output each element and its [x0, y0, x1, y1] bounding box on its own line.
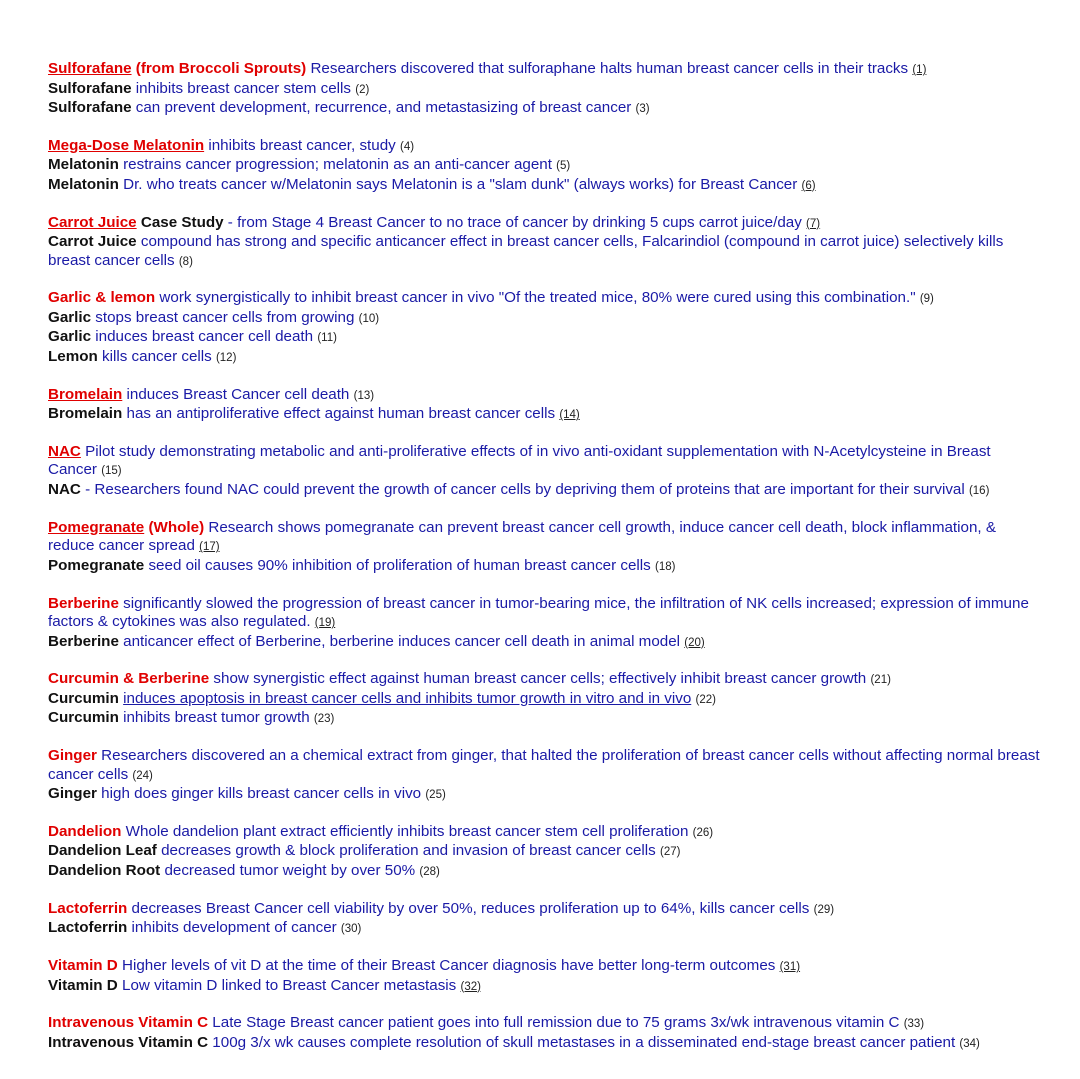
remedy-group — [48, 595, 1040, 653]
finding-text: - from Stage 4 Breast Cancer to no trace of cancer by drinking 5 cups carrot juice/day — [223, 213, 807, 231]
remedy-heading[interactable]: Carrot Juice — [48, 213, 137, 231]
remedy-line — [48, 214, 1040, 234]
citation-ref: (21) — [870, 674, 891, 687]
finding-text: compound has strong and specific anticancer effect in breast cancer cells, Falcarindiol (compound in carrot juice) selectively kills breast cancer cells — [48, 233, 1004, 269]
finding-text: inhibits breast cancer, study — [204, 136, 400, 154]
remedy-group — [48, 823, 1040, 882]
remedy-line — [48, 99, 1040, 119]
remedy-heading: Berberine — [48, 594, 119, 612]
remedy-heading: Curcumin & Berberine — [48, 670, 210, 688]
remedy-line — [48, 1014, 1040, 1034]
remedy-name: Intravenous Vitamin C — [48, 1033, 209, 1051]
finding-text: inhibits breast cancer stem cells — [131, 79, 356, 97]
remedy-heading[interactable]: NAC — [48, 442, 81, 460]
remedy-line — [48, 919, 1040, 939]
remedy-line — [48, 1034, 1040, 1054]
remedy-line — [48, 595, 1040, 633]
remedy-name: Dandelion Leaf — [48, 842, 157, 860]
finding-text: anticancer effect of Berberine, berberine induces cancer cell death in animal model — [118, 632, 685, 650]
citation-ref[interactable]: (14) — [559, 409, 580, 422]
finding-text: Whole dandelion plant extract efficiently inhibits breast cancer stem cell proliferation — [121, 822, 693, 840]
remedy-heading: (Whole) — [144, 518, 205, 536]
remedy-group — [48, 386, 1040, 425]
remedy-heading: Lactoferrin — [48, 899, 128, 917]
remedy-line — [48, 481, 1040, 501]
remedy-name: Berberine — [48, 632, 119, 650]
citation-ref[interactable]: (32) — [460, 980, 481, 993]
remedy-heading[interactable]: Pomegranate — [48, 518, 145, 536]
citation-ref: (26) — [692, 826, 714, 839]
remedy-line — [48, 747, 1040, 785]
finding-text: significantly slowed the progression of breast cancer in tumor-bearing mice, the infiltration of NK cells increased; expression of immune factors & cytokines was also regulated. — [48, 594, 1029, 631]
remedy-line — [48, 709, 1040, 729]
finding-text: high does ginger kills breast cancer cells in vivo — [96, 785, 426, 803]
citation-ref: (27) — [660, 846, 681, 859]
remedy-name: Ginger — [48, 785, 97, 803]
finding-text: Researchers discovered that sulforaphane halts human breast cancer cells in their tracks — [306, 60, 913, 77]
finding-text: work synergistically to inhibit breast cancer in vivo "Of the treated mice, 80% were cured using this combination." — [155, 289, 920, 307]
remedy-line — [48, 519, 1040, 557]
remedy-line — [48, 690, 1040, 710]
citation-ref: (33) — [903, 1018, 925, 1031]
remedy-group — [48, 60, 1040, 119]
citation-ref: (30) — [340, 923, 362, 936]
remedy-line — [48, 386, 1040, 406]
finding-text: Late Stage Breast cancer patient goes into full remission due to 75 grams 3x/wk intravenous vitamin C — [208, 1014, 904, 1032]
citation-ref: (12) — [215, 351, 237, 364]
citation-ref: (11) — [317, 332, 337, 345]
remedy-line — [48, 309, 1040, 329]
remedy-name: Lemon — [48, 347, 98, 365]
citation-ref: (2) — [355, 83, 370, 96]
citation-ref: (25) — [425, 789, 446, 802]
remedy-line — [48, 405, 1040, 425]
finding-text: stops breast cancer cells from growing — [91, 308, 359, 326]
finding-text: Pilot study demonstrating metabolic and anti-proliferative effects of in vivo anti-oxidant supplementation with N-Acetylcysteine in Breast Cancer — [48, 442, 991, 479]
finding-text: Research shows pomegranate can prevent breast cancer cell growth, induce cancer cell death, block inflammation, & reduce cancer spread — [48, 518, 996, 555]
remedy-name: Garlic — [48, 328, 92, 346]
finding-text: kills cancer cells — [97, 347, 216, 365]
remedy-line — [48, 823, 1040, 843]
remedy-group — [48, 214, 1040, 272]
citation-ref: (28) — [419, 865, 440, 878]
remedy-line — [48, 862, 1040, 882]
citation-ref[interactable]: (20) — [684, 636, 705, 649]
citation-ref: (3) — [635, 103, 650, 115]
finding-text: induces breast cancer cell death — [91, 328, 318, 346]
remedy-group — [48, 670, 1040, 729]
finding-text: inhibits development of cancer — [127, 919, 341, 937]
finding-text: induces Breast Cancer cell death — [122, 385, 354, 403]
citation-ref[interactable]: (7) — [806, 217, 821, 230]
remedy-list — [48, 60, 1040, 1053]
remedy-heading[interactable]: Sulforafane — [48, 60, 132, 77]
remedy-line — [48, 60, 1040, 80]
remedy-group — [48, 957, 1040, 996]
remedy-group — [48, 519, 1040, 577]
remedy-group — [48, 443, 1040, 501]
citation-ref[interactable]: (6) — [801, 179, 816, 192]
citation-ref[interactable]: (17) — [199, 541, 220, 554]
citation-ref[interactable]: (31) — [779, 961, 801, 974]
citation-ref: (9) — [919, 293, 934, 306]
finding-text: - Researchers found NAC could prevent the growth of cancer cells by depriving them of proteins that are important for their survival — [80, 480, 969, 498]
finding-text: Dr. who treats cancer w/Melatonin says Melatonin is a "slam dunk" (always works) for Breast Cancer — [118, 175, 802, 193]
finding-text: has an antiproliferative effect against human breast cancer cells — [122, 405, 560, 423]
remedy-heading[interactable]: Mega-Dose Melatonin — [48, 136, 205, 154]
remedy-name: Sulforafane — [48, 99, 132, 116]
finding-text: seed oil causes 90% inhibition of proliferation of human breast cancer cells — [144, 556, 655, 574]
remedy-name: Melatonin — [48, 175, 119, 193]
finding-text: Low vitamin D linked to Breast Cancer metastasis — [117, 976, 461, 994]
remedy-heading: Ginger — [48, 747, 97, 765]
remedy-line — [48, 957, 1040, 977]
finding-text: inhibits breast tumor growth — [118, 709, 314, 727]
finding-link[interactable]: induces apoptosis in breast cancer cells and inhibits tumor growth in vitro and in vivo — [123, 689, 692, 707]
remedy-name: Dandelion Root — [48, 861, 161, 879]
remedy-heading: (from Broccoli Sprouts) — [131, 60, 307, 77]
remedy-line — [48, 137, 1040, 157]
remedy-heading[interactable]: Bromelain — [48, 385, 123, 403]
remedy-name: Vitamin D — [48, 976, 118, 994]
citation-ref: (13) — [353, 389, 375, 402]
finding-text: decreases Breast Cancer cell viability by over 50%, reduces proliferation up to 64%, kills cancer cells — [127, 899, 814, 917]
citation-ref[interactable]: (1) — [912, 64, 927, 76]
remedy-heading: Intravenous Vitamin C — [48, 1014, 209, 1032]
remedy-line — [48, 289, 1040, 309]
remedy-line — [48, 348, 1040, 368]
remedy-name: Curcumin — [48, 709, 119, 727]
remedy-name: Lactoferrin — [48, 919, 128, 937]
remedy-group — [48, 1014, 1040, 1053]
finding-text: Researchers discovered an a chemical extract from ginger, that halted the proliferation of breast cancer cells without affecting normal breast cancer cells — [48, 747, 1040, 783]
remedy-name: Carrot Juice — [48, 233, 137, 251]
citation-ref[interactable]: (19) — [314, 617, 336, 630]
citation-ref: (8) — [178, 255, 193, 268]
finding-text: decreases growth & block proliferation and invasion of breast cancer cells — [156, 842, 660, 860]
remedy-name: Case Study — [136, 213, 224, 231]
remedy-name: Pomegranate — [48, 556, 145, 574]
remedy-line — [48, 842, 1040, 862]
remedy-line — [48, 156, 1040, 176]
remedy-heading: Dandelion — [48, 822, 122, 840]
finding-text: 100g 3/x wk causes complete resolution of skull metastases in a disseminated end-stage breast cancer patient — [208, 1033, 960, 1051]
remedy-line — [48, 633, 1040, 653]
citation-ref: (10) — [358, 312, 380, 325]
remedy-line — [48, 557, 1040, 577]
remedy-line — [48, 80, 1040, 100]
finding-text: restrains cancer progression; melatonin as an anti-cancer agent — [118, 156, 557, 174]
citation-ref: (34) — [959, 1037, 980, 1050]
citation-ref: (15) — [101, 465, 122, 478]
finding-text: show synergistic effect against human breast cancer cells; effectively inhibit breast cancer growth — [209, 670, 871, 688]
remedy-heading: Garlic & lemon — [48, 289, 156, 307]
remedy-name: Sulforafane — [48, 79, 132, 97]
citation-ref: (5) — [556, 160, 571, 173]
remedy-line — [48, 233, 1040, 271]
remedy-line — [48, 900, 1040, 920]
remedy-line — [48, 670, 1040, 690]
finding-text: can prevent development, recurrence, and metastasizing of breast cancer — [131, 99, 636, 116]
citation-ref: (23) — [313, 713, 335, 726]
citation-ref: (24) — [132, 769, 153, 782]
remedy-name: NAC — [48, 480, 81, 498]
citation-ref: (18) — [655, 560, 676, 573]
remedy-name: Garlic — [48, 308, 92, 326]
remedy-group — [48, 137, 1040, 196]
remedy-name: Curcumin — [48, 689, 119, 707]
citation-ref: (22) — [695, 693, 716, 706]
remedy-line — [48, 443, 1040, 481]
remedy-group — [48, 289, 1040, 367]
remedy-group — [48, 900, 1040, 939]
citation-ref: (29) — [813, 903, 835, 916]
citation-ref: (16) — [968, 484, 990, 497]
finding-text: Higher levels of vit D at the time of their Breast Cancer diagnosis have better long-term outcomes — [117, 957, 780, 975]
remedy-line — [48, 328, 1040, 348]
remedy-line — [48, 176, 1040, 196]
remedy-heading: Vitamin D — [48, 957, 118, 975]
citation-ref: (4) — [399, 140, 415, 153]
remedy-line — [48, 785, 1040, 805]
finding-text: decreased tumor weight by over 50% — [160, 861, 420, 879]
remedy-group — [48, 747, 1040, 805]
remedy-name: Bromelain — [48, 405, 123, 423]
remedy-line — [48, 977, 1040, 997]
remedy-name: Melatonin — [48, 156, 119, 174]
